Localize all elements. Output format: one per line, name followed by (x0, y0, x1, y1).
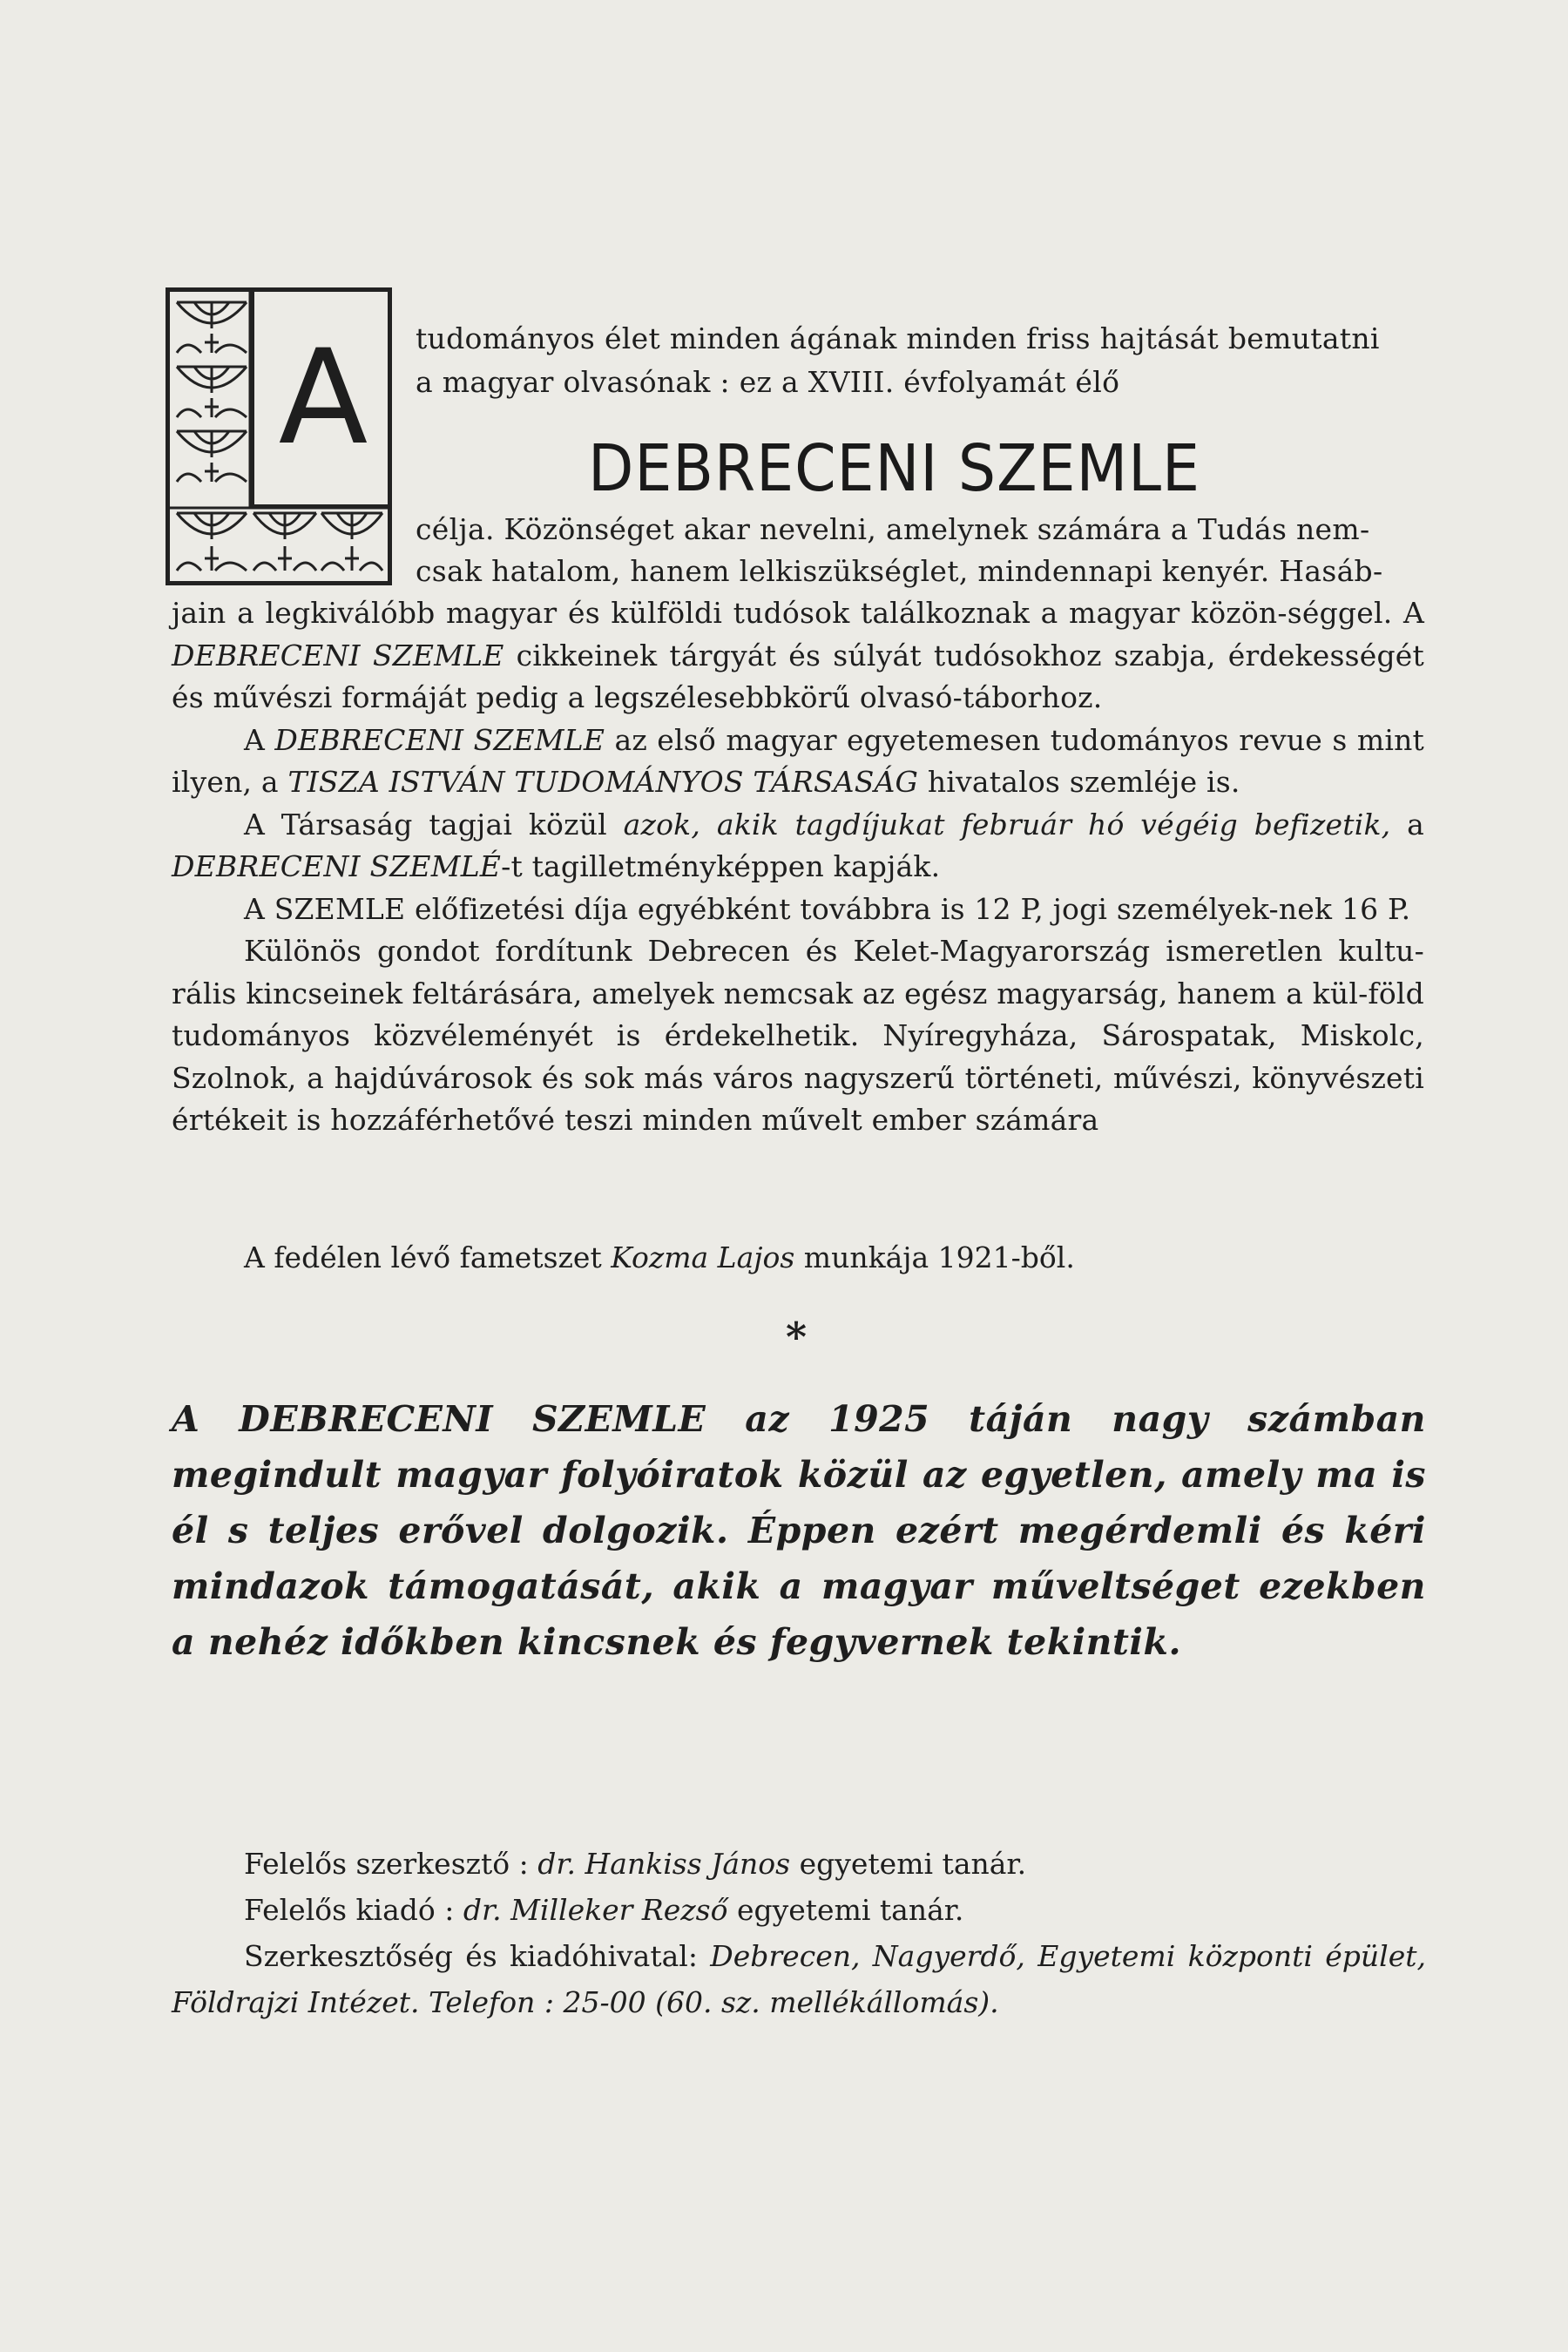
text-run: Felelős kiadó : (244, 1893, 463, 1927)
paragraph-2 (172, 720, 1424, 804)
ornament-tile (177, 367, 247, 417)
text-run: A Társaság tagjai közül (244, 807, 624, 841)
body-text (172, 592, 1424, 1142)
text-run-italic: DEBRECENI SZEMLE (274, 722, 605, 757)
text-run-italic: Kozma Lajos (611, 1240, 795, 1274)
page-title: DEBRECENI SZEMLE (588, 431, 1200, 506)
paragraph-1-line-2: csak hatalom, hanem lelkiszükséglet, mindennapi kenyér. Hasáb- (416, 554, 1383, 588)
cover-note (244, 1237, 1075, 1279)
text-run: A fedélen lévő fametszet (244, 1240, 612, 1274)
text-run: jain a legkiválóbb magyar és külföldi tudósok találkoznak a magyar közön-séggel. A (172, 596, 1424, 630)
separator-asterisk: * (786, 1314, 808, 1361)
text-run: Felelős szerkesztő : (244, 1847, 538, 1881)
drop-cap-letter: A (251, 292, 392, 508)
text-run: hivatalos szemléje is. (918, 765, 1240, 799)
text-run: A (244, 722, 275, 757)
text-run: -t tagilletményképpen kapják. (501, 849, 941, 883)
office-line (172, 1933, 1426, 2025)
text-run: egyetemi tanár. (727, 1893, 964, 1927)
text-run-italic: DEBRECENI SZEMLE (172, 638, 504, 672)
text-run-italic: azok, akik tagdíjukat február hó végéig befizetik, (623, 807, 1391, 841)
text-run-italic: TISZA ISTVÁN TUDOMÁNYOS TÁRSASÁG (287, 765, 919, 799)
paragraph-1-line-1: célja. Közönséget akar nevelni, amelynek számára a Tudás nem- (416, 512, 1370, 546)
paragraph-5: Különös gondot fordítunk Debrecen és Kelet-Magyarország ismeretlen kultu-rális kincseinek feltárására, amelyek nemcsak az egész magyarság, hanem a kül-föld tudományos közvéleményét is érdekelhetik. Nyíregyháza, Sárospatak, Miskolc, Szolnok, a hajdúvárosok és sok más város nagyszerű történeti, művészi, könyvészeti értékeit is hozzáférhetővé teszi minden művelt ember számára (172, 934, 1424, 1137)
publisher-line (172, 1887, 1426, 1933)
appeal-paragraph: A DEBRECENI SZEMLE az 1925 táján nagy számban megindult magyar folyóiratok közül az egyetlen, amely ma is él s teljes erővel dolgozik. Éppen ezért megérdemli és kéri mindazok támogatását, akik a magyar műveltséget ezekben a nehéz időkben kincsnek és fegyvernek tekintik. (172, 1398, 1426, 1663)
paragraph-3 (172, 804, 1424, 889)
drop-cap-ornament (166, 287, 392, 585)
text-run: az első magyar egyetemesen tudományos revue s mint ilyen, a (172, 722, 1424, 799)
ornament-tile (253, 513, 316, 571)
text-run-italic: dr. Hankiss János (537, 1847, 791, 1881)
paragraph-1-rest (172, 592, 1424, 720)
paragraph-4: A SZEMLE előfizetési díja egyébként továbbra is 12 P, jogi személyek-nek 16 P. (244, 891, 1411, 926)
editor-line (172, 1841, 1426, 1887)
intro-line-1: tudományos élet minden ágának minden friss hajtását bemutatni (416, 321, 1380, 355)
ornament-tile (177, 513, 247, 571)
text-run: munkája 1921-ből. (794, 1240, 1075, 1274)
text-run: egyetemi tanár. (790, 1847, 1027, 1881)
text-run-italic: Debrecen, Nagyerdő, Egyetemi központi épület, Földrajzi Intézet. Telefon : 25-00 (60. sz. mellékállomás). (172, 1939, 1426, 2019)
ornament-tile (321, 513, 382, 571)
text-run: a (1390, 807, 1424, 841)
intro-line-2: a magyar olvasónak : ez a XVIII. évfolyamát élő (416, 365, 1120, 399)
ornament-tile (177, 302, 247, 353)
colophon (172, 1841, 1426, 2025)
text-run: cikkeinek tárgyát és súlyát tudósokhoz szabja, érdekességét és művészi formáját pedig a legszélesebbkörű olvasó-táborhoz. (172, 638, 1424, 714)
text-run-italic: dr. Milleker Rezső (463, 1893, 728, 1927)
text-run-italic: DEBRECENI SZEMLÉ (172, 849, 502, 883)
text-run: Szerkesztőség és kiadóhivatal: (244, 1939, 711, 1973)
ornament-tile (177, 431, 247, 482)
